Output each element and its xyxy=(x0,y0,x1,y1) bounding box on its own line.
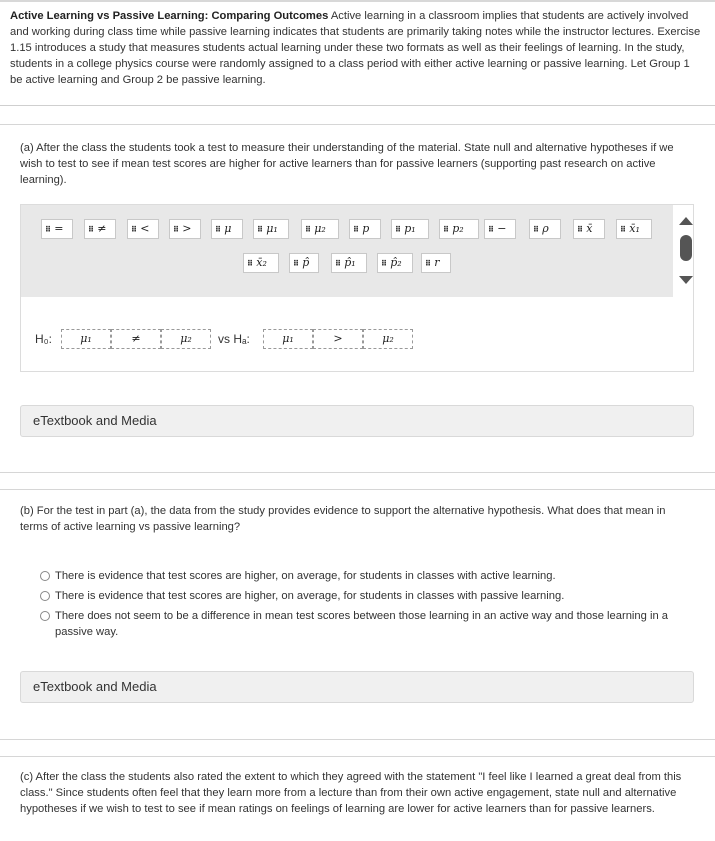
option-label: There is evidence that test scores are higher, on average, for students in classes with passive learning. xyxy=(55,590,565,602)
section-divider xyxy=(0,472,715,473)
palette-mu-button[interactable]: ⠿ μ xyxy=(211,219,243,239)
drag-handle-icon: ⠿ xyxy=(88,225,94,234)
drag-handle-icon: ⠿ xyxy=(425,259,431,268)
palette-r-button[interactable]: ⠿ r xyxy=(421,253,451,273)
option-passive-higher[interactable] xyxy=(40,588,680,604)
palette-xbar2-button[interactable]: ⠿ x̄₂ xyxy=(243,253,279,273)
drag-handle-icon: ⠿ xyxy=(533,225,539,234)
intro-title: Active Learning vs Passive Learning: Comparing Outcomes xyxy=(10,10,329,22)
ha-operator-slot[interactable]: > xyxy=(313,329,363,349)
etextbook-media-link-a[interactable]: eTextbook and Media xyxy=(20,405,694,437)
palette-p1-button[interactable]: ⠿ p₁ xyxy=(391,219,429,239)
palette-scrollbar-thumb[interactable] xyxy=(680,235,692,261)
drag-handle-icon: ⠿ xyxy=(45,225,51,234)
palette-greater-than-button[interactable]: ⠿ > xyxy=(169,219,201,239)
drag-handle-icon: ⠿ xyxy=(620,225,626,234)
ha-right-slot[interactable]: μ₂ xyxy=(363,329,413,349)
h0-left-slot[interactable]: μ₁ xyxy=(61,329,111,349)
part-a-question-block xyxy=(0,140,715,188)
part-b-options xyxy=(40,568,680,644)
drag-handle-icon: ⠿ xyxy=(488,225,494,234)
intro-text xyxy=(10,8,705,88)
drag-handle-icon: ⠿ xyxy=(335,259,341,268)
part-c-question-block xyxy=(0,769,715,817)
drag-handle-icon: ⠿ xyxy=(395,225,401,234)
palette-xbar1-button[interactable]: ⠿ x̄₁ xyxy=(616,219,652,239)
part-b-question: (b) For the test in part (a), the data from the study provides evidence to support the alternative hypothesis. What does that mean in terms of active learning vs passive learning? xyxy=(20,505,666,533)
drag-handle-icon: ⠿ xyxy=(443,225,449,234)
section-divider xyxy=(0,756,715,757)
intro-panel xyxy=(0,0,715,106)
option-no-difference[interactable] xyxy=(40,608,680,640)
intro-body: Active learning in a classroom implies that students are actively involved and working during class time while passive learning indicates that students are primarily taking notes while the instructor lectures. Exercise 1.15 introduces a study that measures students actual learning under these two formats as well as their feelings of learning. In the study, students in a college physics course were randomly assigned to a class period with either active learning or passive learning. Let Group 1 be active learning and Group 2 be passive learning. xyxy=(10,10,701,86)
palette-mu1-button[interactable]: ⠿ μ₁ xyxy=(253,219,289,239)
option-label: There is evidence that test scores are higher, on average, for students in classes with active learning. xyxy=(55,570,556,582)
alternative-hypothesis-label: vs Hₐ: xyxy=(218,332,250,346)
palette-phat2-button[interactable]: ⠿ p̂₂ xyxy=(377,253,413,273)
palette-xbar-button[interactable]: ⠿ x̄ xyxy=(573,219,605,239)
section-divider xyxy=(0,124,715,125)
palette-not-equal-button[interactable]: ⠿ ≠ xyxy=(84,219,116,239)
palette-less-than-button[interactable]: ⠿ < xyxy=(127,219,159,239)
palette-p-button[interactable]: ⠿ p xyxy=(349,219,381,239)
drag-handle-icon: ⠿ xyxy=(215,225,221,234)
drag-handle-icon: ⠿ xyxy=(381,259,387,268)
drag-handle-icon: ⠿ xyxy=(353,225,359,234)
palette-phat-button[interactable]: ⠿ p̂ xyxy=(289,253,319,273)
palette-phat1-button[interactable]: ⠿ p̂₁ xyxy=(331,253,367,273)
palette-minus-button[interactable]: ⠿ − xyxy=(484,219,516,239)
palette-rho-button[interactable]: ⠿ ρ xyxy=(529,219,561,239)
radio-button[interactable] xyxy=(40,571,50,581)
drag-handle-icon: ⠿ xyxy=(305,225,311,234)
part-a-question: (a) After the class the students took a test to measure their understanding of the material. State null and alternative hypotheses if we wish to test to see if mean test scores are higher for active learners than for passive learners (supporting past research on active learning). xyxy=(20,142,674,186)
drag-handle-icon: ⠿ xyxy=(173,225,179,234)
h0-right-slot[interactable]: μ₂ xyxy=(161,329,211,349)
drag-handle-icon: ⠿ xyxy=(257,225,263,234)
drag-handle-icon: ⠿ xyxy=(247,259,253,268)
drag-handle-icon: ⠿ xyxy=(577,225,583,234)
ha-left-slot[interactable]: μ₁ xyxy=(263,329,313,349)
hypothesis-answer-area xyxy=(20,204,694,372)
palette-equals-button[interactable]: ⠿ = xyxy=(41,219,73,239)
radio-button[interactable] xyxy=(40,591,50,601)
palette-scroll-up-icon[interactable] xyxy=(679,217,693,225)
null-hypothesis-label: H₀: xyxy=(35,332,52,346)
palette-p2-button[interactable]: ⠿ p₂ xyxy=(439,219,479,239)
palette-mu2-button[interactable]: ⠿ μ₂ xyxy=(301,219,339,239)
option-label: There does not seem to be a difference in mean test scores between those learning in an active way and those learning in a passive way. xyxy=(55,610,668,638)
section-divider xyxy=(0,489,715,490)
palette-scroll-down-icon[interactable] xyxy=(679,276,693,284)
drag-handle-icon: ⠿ xyxy=(293,259,299,268)
symbol-palette xyxy=(21,205,673,297)
drag-handle-icon: ⠿ xyxy=(131,225,137,234)
radio-button[interactable] xyxy=(40,611,50,621)
etextbook-media-link-b[interactable]: eTextbook and Media xyxy=(20,671,694,703)
part-c-question: (c) After the class the students also rated the extent to which they agreed with the statement "I feel like I learned a great deal from this class." Since students often feel that they learn more from a lecture than from their own active engagement, state null and alternative hypotheses if we wish to test to see if mean ratings on feelings of learning are lower for active learners than for passive learners. xyxy=(20,771,682,815)
h0-operator-slot[interactable]: ≠ xyxy=(111,329,161,349)
part-b-question-block xyxy=(0,503,715,535)
option-active-higher[interactable] xyxy=(40,568,680,584)
section-divider xyxy=(0,739,715,740)
